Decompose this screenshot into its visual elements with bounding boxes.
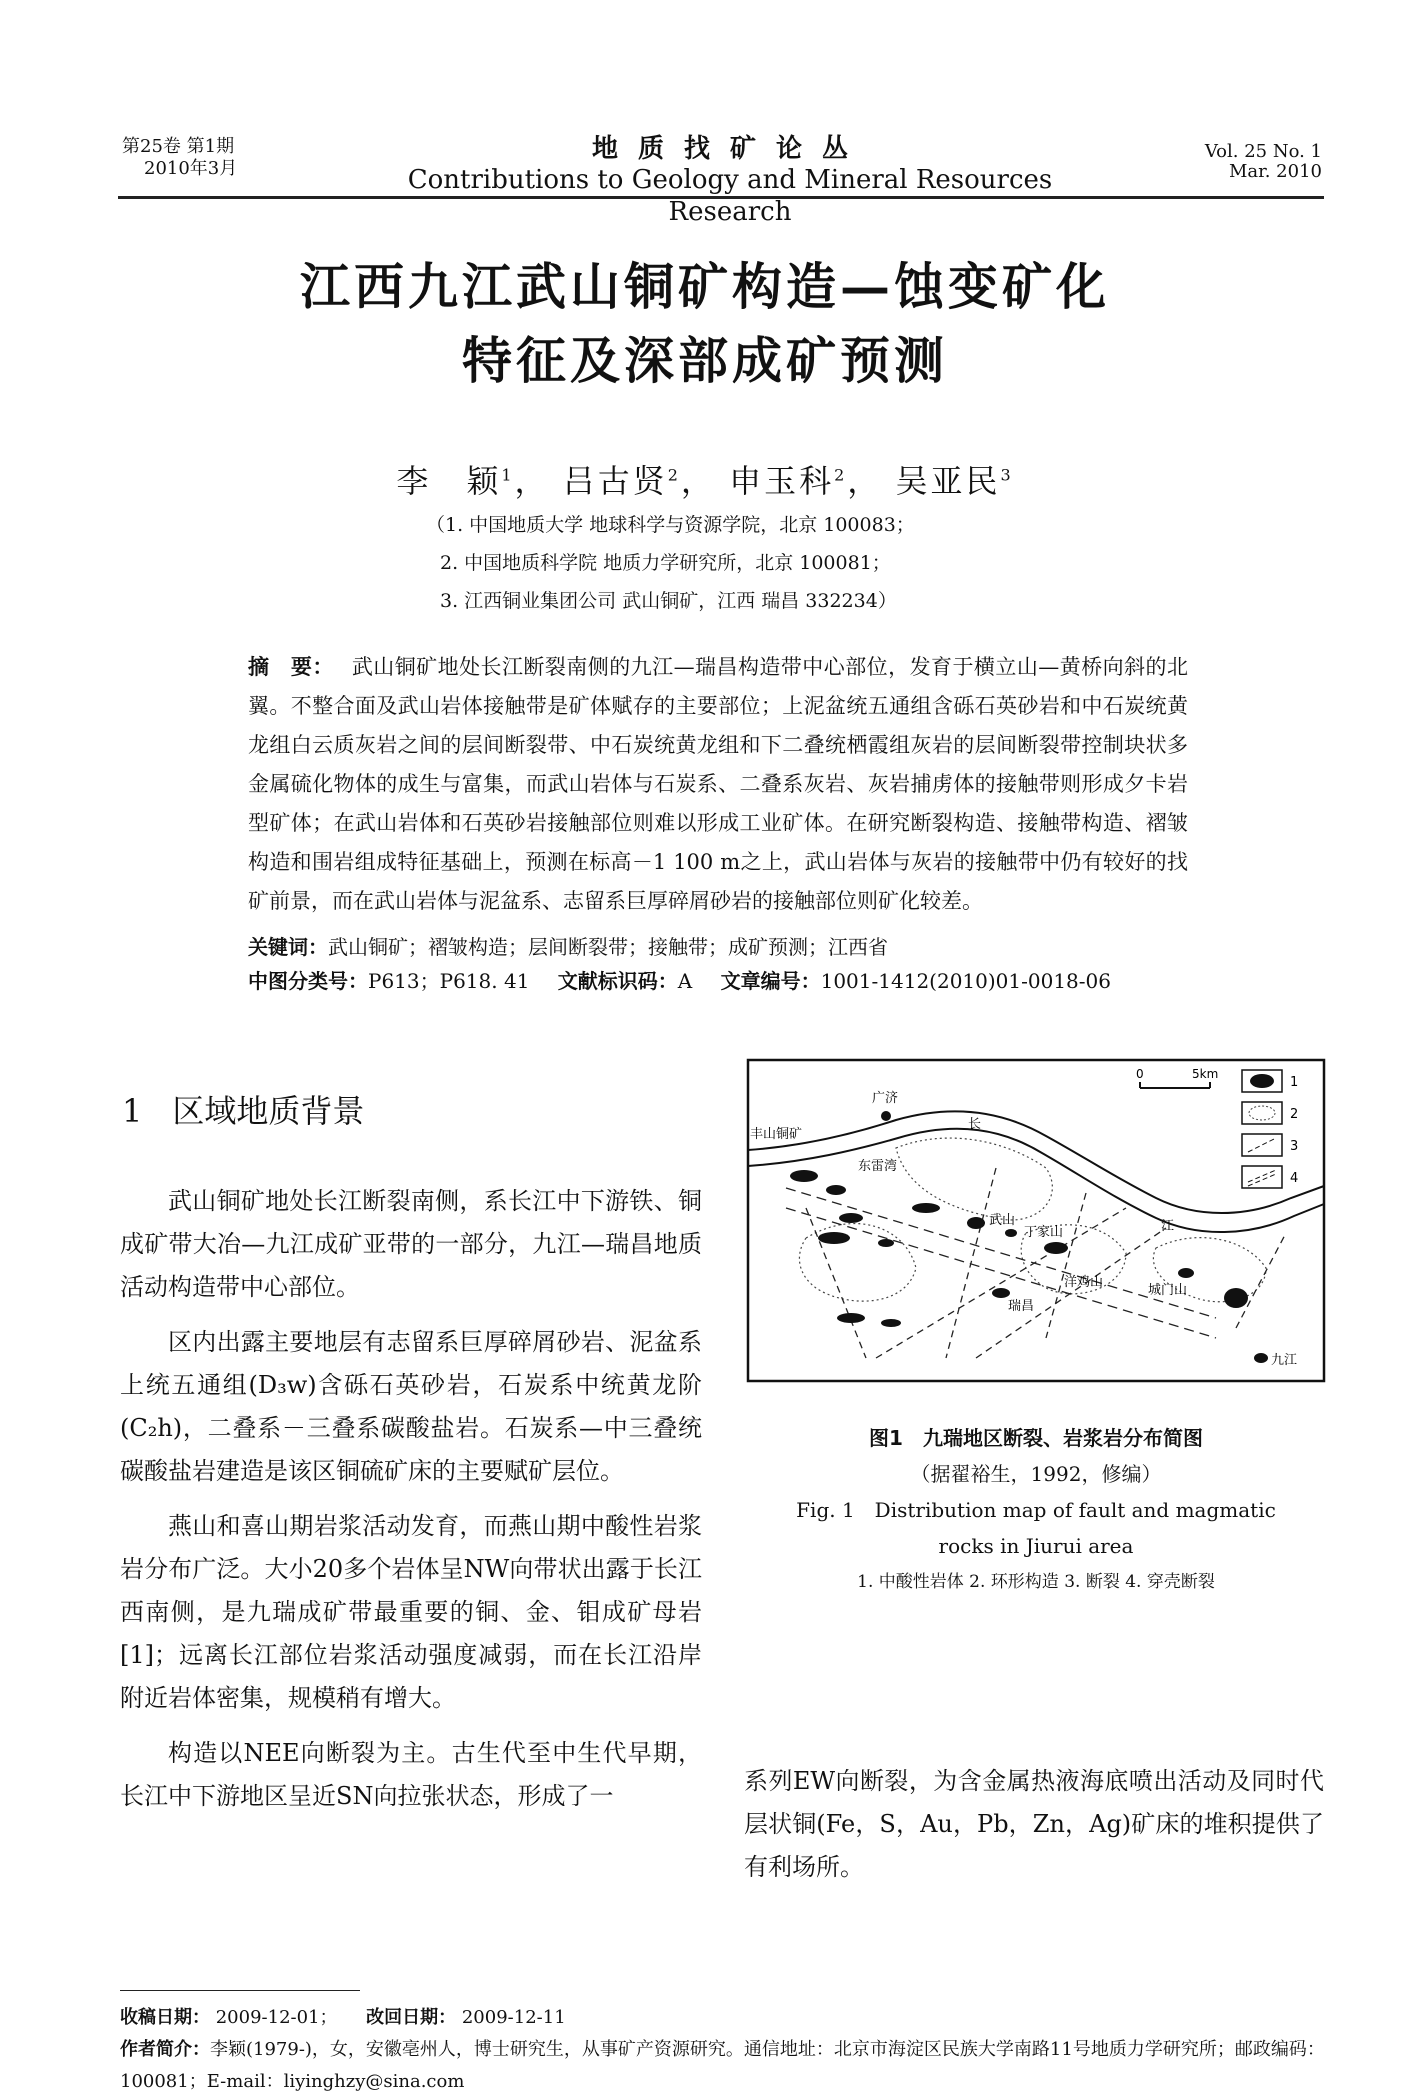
affiliations [426,506,915,620]
intrusion [818,1232,850,1244]
body-right-column [744,1760,1324,1889]
header-center [380,134,1080,228]
author-separator: ， [680,462,716,500]
body-left-column [120,1180,702,1830]
legend-box-2 [1242,1102,1282,1124]
caption-cn: 图1 九瑞地区断裂、岩浆岩分布简图 [869,1426,1203,1450]
body-paragraph: 构造以NEE向断裂为主。古生代至中生代早期，长江中下游地区呈近SN向拉张状态，形成了一 [120,1739,702,1810]
fault-line [946,1168,996,1358]
legend-number: 1 [1290,1075,1299,1090]
clc-value: P613；P618. 41 [368,969,530,993]
revised-date: 2009-12-11 [461,2007,566,2028]
clc-label: 中图分类号： [248,969,368,993]
author-name: 李 颖 [396,462,502,500]
map-label-chang: 长 [968,1117,982,1132]
classification-line [248,964,1188,998]
map-frame [748,1060,1324,1381]
author-bio-label: 作者简介： [120,2039,210,2060]
volume-issue-cn: 第25卷 第1期 [122,136,235,157]
legend-symbol-fault [1248,1138,1276,1152]
section-heading [122,1086,364,1132]
figure-map [746,1058,1326,1383]
author-separator: ， [847,462,883,500]
author-affiliation-mark: 3 [1000,465,1014,485]
keywords-block [248,930,1188,998]
header-rule [118,196,1324,199]
map-label-chengmen: 城门山 [1148,1283,1188,1298]
article-title [0,250,1410,398]
author-bio-text: 李颖(1979-)，女，安徽亳州人，博士研究生，从事矿产资源研究。通信地址：北京市海淀区民族大学南路11号地质力学研究所；邮政编码：100081；E-mail：liyinghzy@sina.com [120,2039,1325,2092]
map-label-fengshan: 丰山铜矿 [750,1127,803,1142]
author-list [0,456,1410,502]
author-affiliation-mark: 1 [501,465,515,485]
map-label-jiang: 江 [1161,1219,1175,1234]
section-number: 1 [122,1092,143,1130]
footnote [120,2002,1330,2098]
body-paragraph: 燕山和喜山期岩浆活动发育，而燕山期中酸性岩浆岩分布广泛。大小20多个岩体呈NW向带状出露于长江西南侧，是九瑞成矿带最重要的铜、金、钼成矿母岩[1]；远离长江部位岩浆活动强度减弱，而在长江沿岸附近岩体密集，规模稍有增大。 [120,1512,702,1712]
volume-issue-en: Vol. 25 No. 1 [1204,141,1322,162]
body-paragraph: 武山铜矿地处长江断裂南侧，系长江中下游铁、铜成矿带大冶—九江成矿亚带的一部分，九江—瑞昌地质活动构造带中心部位。 [120,1187,702,1301]
intrusion [1254,1353,1268,1363]
map-label-wushan: 武山 [989,1213,1016,1228]
legend-box-4 [1242,1166,1282,1188]
section-title: 区域地质背景 [172,1092,365,1130]
abstract [248,648,1188,921]
caption-en-line-1: Fig. 1 Distribution map of fault and magmatic [796,1498,1276,1522]
fault-line [1236,1233,1286,1328]
footnote-dates [120,2002,1330,2034]
article-id-label: 文章编号： [720,969,821,993]
body-paragraph: 系列EW向断裂，为含金属热液海底喷出活动及同时代层状铜(Fe，S，Au，Pb，Zn，Ag)矿床的堆积提供了有利场所。 [744,1767,1324,1881]
crustal-fault [786,1188,1216,1318]
affiliation-item: 3. 江西铜业集团公司 武山铜矿，江西 瑞昌 332234） [440,590,897,612]
title-line-1: 江西九江武山铜矿构造—蚀变矿化 [300,257,1110,316]
map-label-jiujiang: 九江 [1271,1353,1298,1368]
journal-title-en: Contributions to Geology and Mineral Resources Research [407,165,1053,227]
keywords-text: 武山铜矿；褶皱构造；层间断裂带；接触带；成矿预测；江西省 [328,935,888,959]
footnote-rule [120,1990,360,1991]
author-name: 申玉科 [729,462,835,500]
keywords-label: 关键词： [248,935,328,959]
intrusion [1005,1229,1017,1237]
intrusion [878,1239,894,1247]
intrusion [992,1288,1010,1298]
intrusion [1044,1242,1068,1254]
map-label-yangji: 洋鸡山 [1064,1275,1104,1290]
legend-box-3 [1242,1134,1282,1156]
intrusion [912,1203,940,1213]
map-label-ruichang: 瑞昌 [1008,1299,1035,1314]
author-affiliation-mark: 2 [834,465,848,485]
intrusion [1224,1288,1248,1308]
town-marker [881,1111,891,1121]
scale-label-5km: 5km [1192,1067,1219,1081]
caption-en-line-2: rocks in Jiurui area [938,1534,1134,1558]
title-line-2: 特征及深部成矿预测 [462,331,948,390]
keywords-line [248,930,1188,964]
caption-source: （据翟裕生，1992，修编） [910,1462,1162,1486]
legend-number: 3 [1290,1139,1299,1154]
caption-legend: 1. 中酸性岩体 2. 环形构造 3. 断裂 4. 穿壳断裂 [857,1572,1215,1592]
abstract-text: 武山铜矿地处长江断裂南侧的九江—瑞昌构造带中心部位，发育于横立山—黄桥向斜的北翼。不整合面及武山岩体接触带是矿体赋存的主要部位；上泥盆统五通组含砾石英砂岩和中石炭统黄龙组白云质灰岩之间的层间断裂带、中石炭统黄龙组和下二叠统栖霞组灰岩的层间断裂带控制块状多金属硫化物体的成生与富集，而武山岩体与石炭系、二叠系灰岩、灰岩捕虏体的接触带则形成夕卡岩型矿体；在武山岩体和石英砂岩接触部位则难以形成工业矿体。在研究断裂构造、接触带构造、褶皱构造和围岩组成特征基础上，预测在标高－1 100 m之上，武山岩体与灰岩的接触带中仍有较好的找矿前景，而在武山岩体与泥盆系、志留系巨厚碎屑砂岩的接触部位则矿化较差。 [248,655,1188,913]
body-paragraph: 区内出露主要地层有志留系巨厚碎屑砂岩、泥盆系上统五通组(D₃w)含砾石英砂岩，石炭系中统黄龙阶(C₂h)，二叠系－三叠系碳酸盐岩。石炭系—中三叠统碳酸盐岩建造是该区铜硫矿床的主要赋矿层位。 [120,1328,702,1485]
intrusion [1178,1268,1194,1278]
doc-code-label: 文献标识码： [557,969,678,993]
received-label: 收稿日期： [120,2007,210,2028]
affiliation-item: 2. 中国地质科学院 地质力学研究所，北京 100081； [440,552,891,574]
abstract-label: 摘 要： [248,655,334,679]
author-affiliation-mark: 2 [667,465,681,485]
header-left [122,136,237,180]
legend-number: 2 [1290,1107,1299,1122]
river-south-bank [748,1129,1324,1232]
intrusion [837,1313,865,1323]
date-en: Mar. 2010 [1228,161,1322,182]
legend-symbol-intrusion [1250,1074,1274,1088]
legend-symbol-ring [1249,1106,1275,1120]
revised-label: 改回日期： [366,2007,457,2028]
intrusion [790,1170,818,1182]
fault-line [806,1208,866,1358]
author-name: 吕古贤 [562,462,668,500]
author-name: 吴亚民 [895,462,1001,500]
intrusion [826,1185,846,1195]
legend-number: 4 [1290,1171,1299,1186]
date-cn: 2010年3月 [144,158,238,179]
intrusion [967,1217,985,1229]
journal-title-cn: 地质找矿论丛 [591,134,868,164]
intrusion [881,1319,901,1327]
doc-code-value: A [677,969,693,993]
map-label-dingjia: 丁家山 [1024,1225,1064,1240]
scale-label-zero: 0 [1136,1067,1144,1081]
figure-caption [746,1420,1326,1600]
intrusion [839,1213,863,1223]
affiliation-item: （1. 中国地质大学 地球科学与资源学院，北京 100083； [426,514,915,536]
received-date: 2009-12-01； [215,2007,338,2028]
map-label-guangji: 广济 [872,1091,899,1106]
fault-line [1046,1193,1086,1338]
author-separator: ， [514,462,550,500]
article-id-value: 1001-1412(2010)01-0018-06 [820,969,1111,993]
footnote-author [120,2034,1330,2098]
header-right [1205,142,1322,182]
map-label-donglei: 东雷湾 [858,1159,898,1174]
